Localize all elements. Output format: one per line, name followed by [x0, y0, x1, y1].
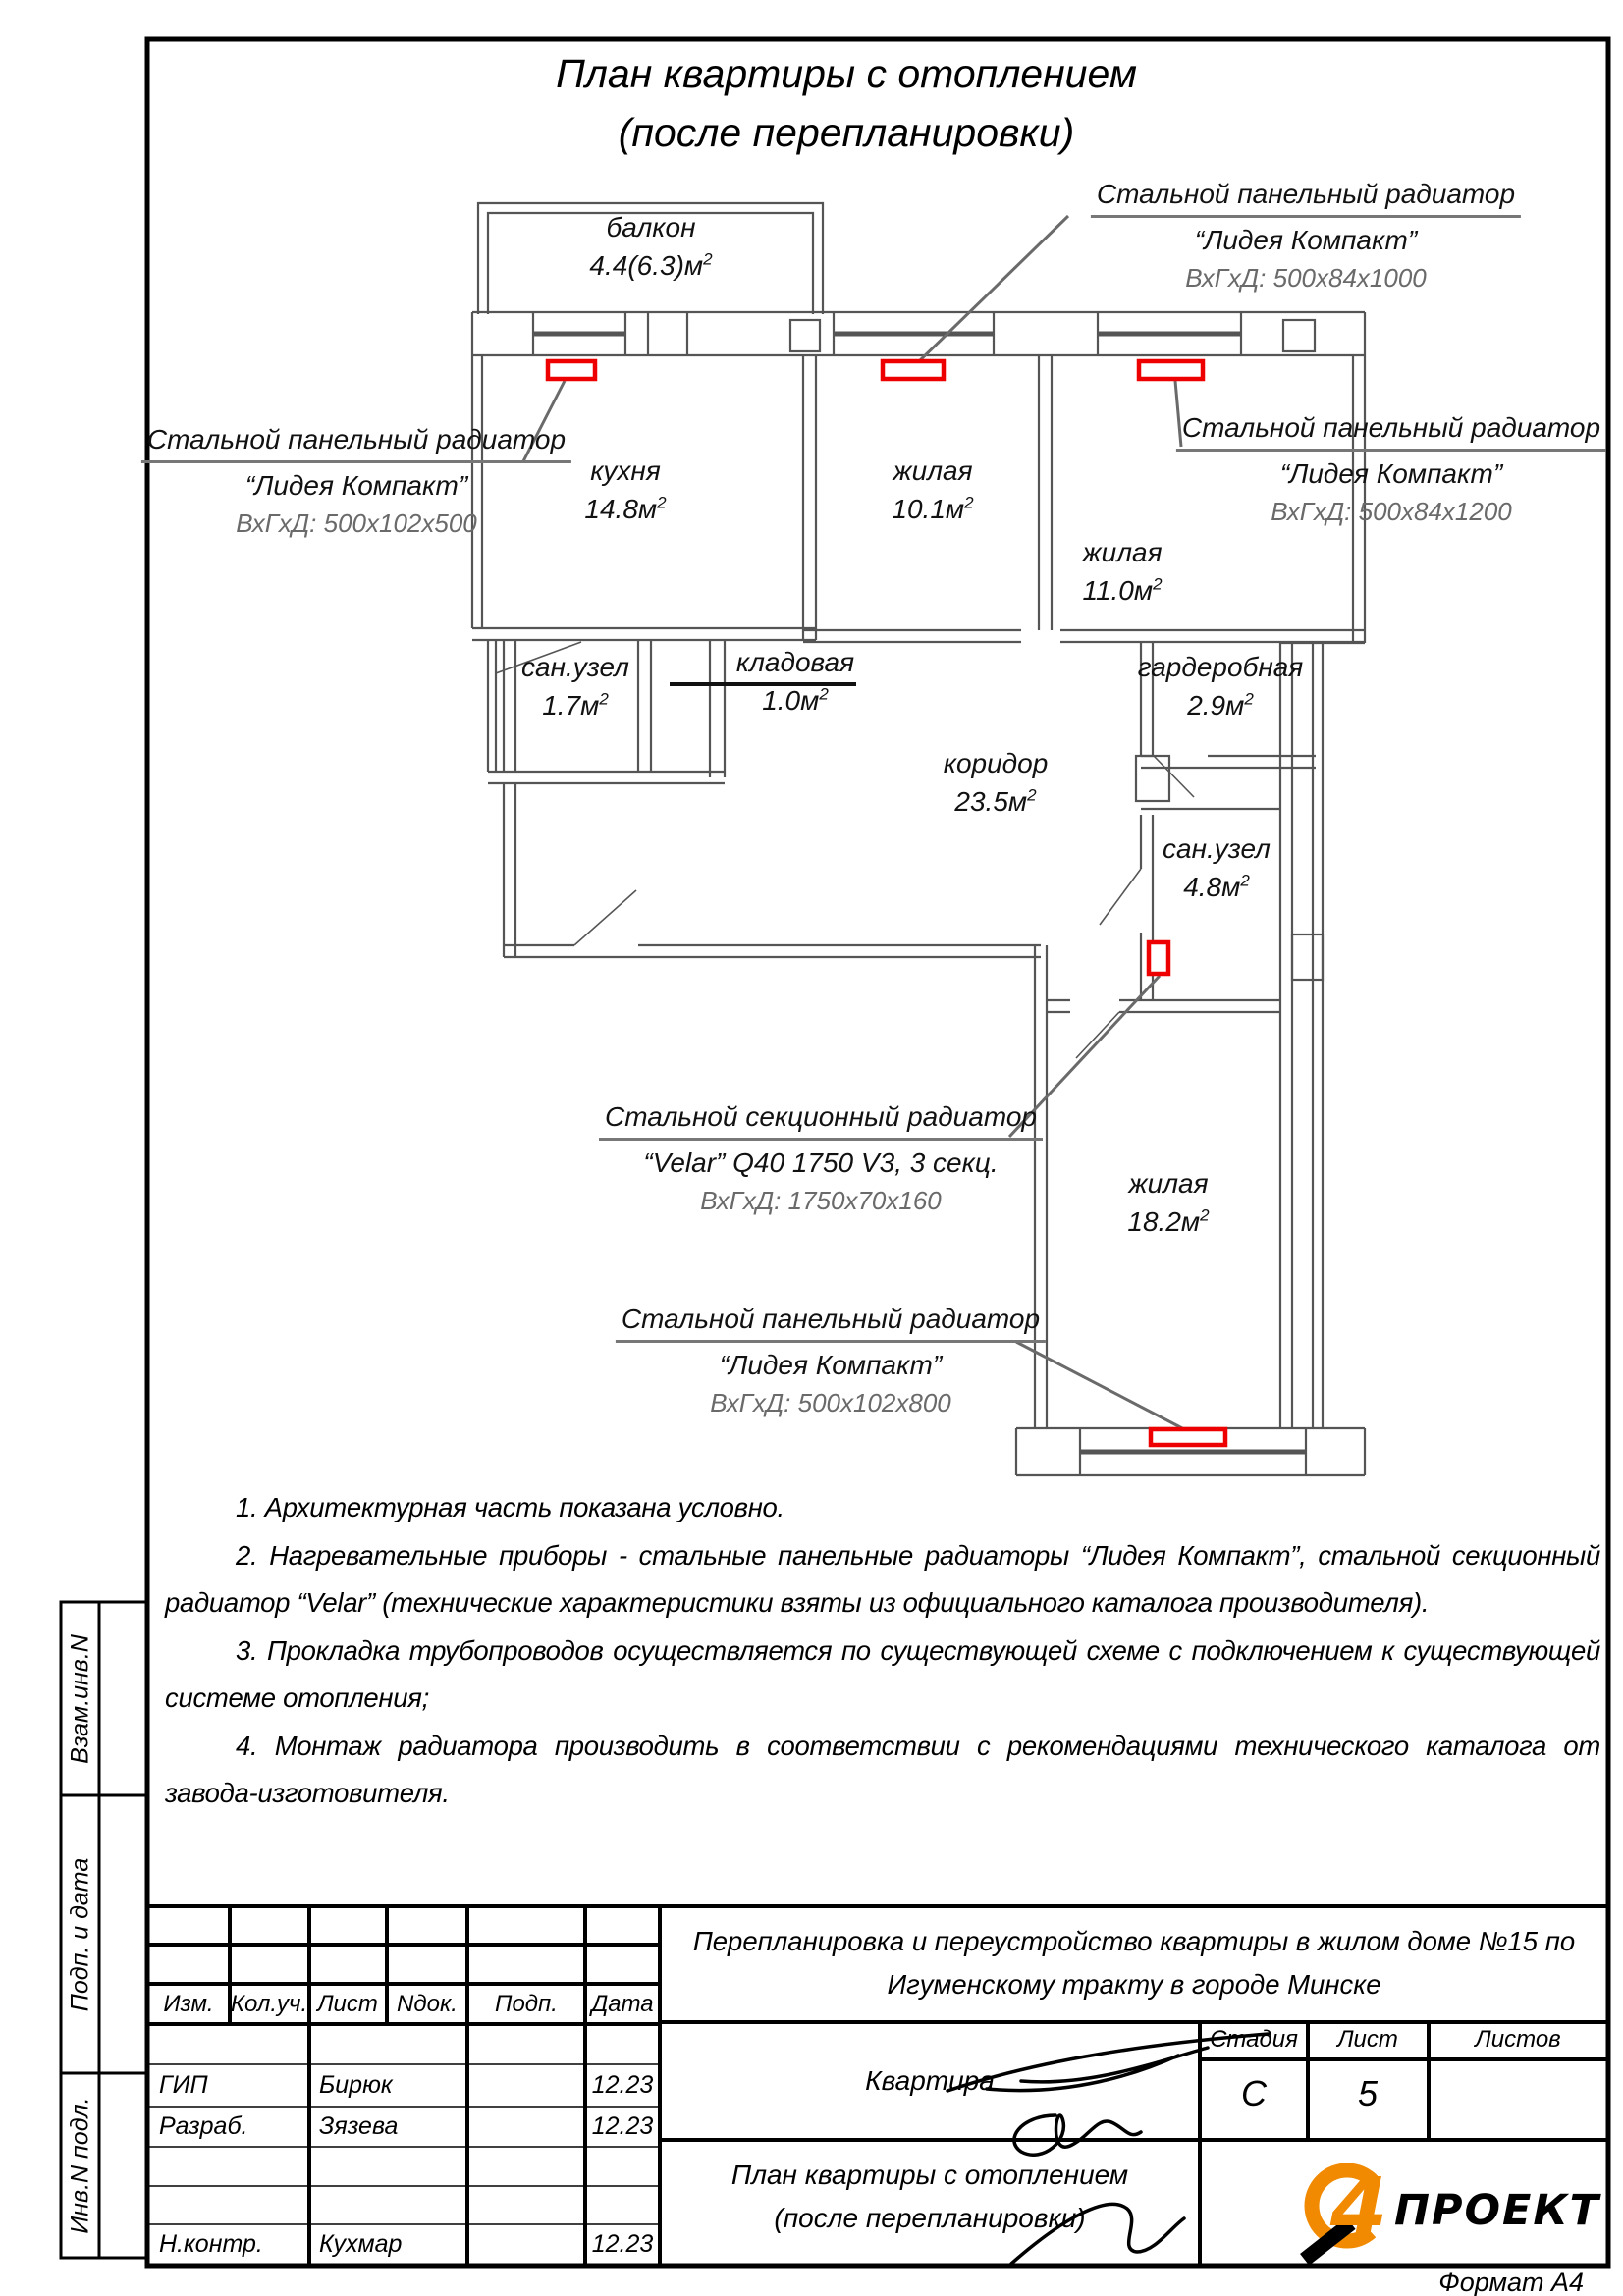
callout-radiator-velar: Стальной секционный радиатор “Velar” Q40 1750 V3, 3 секц. ВхГхД: 1750х70х160	[599, 1101, 1043, 1216]
role-nkontr-name: Кухмар	[319, 2230, 403, 2258]
radiator-room-10-1	[883, 361, 944, 379]
role-nkontr-date: 12.23	[591, 2230, 654, 2258]
rev-header-list: Лист	[317, 1991, 378, 2017]
rev-header-koluch: Кол.уч.	[230, 1991, 308, 2017]
logo-a4proekt	[1300, 2160, 1602, 2266]
room-label-garderobnaya: гардеробная $2.9м^2$	[1137, 652, 1304, 721]
callout-radiator-left: Стальной панельный радиатор “Лидея Компакт” ВхГхД: 500х102х500	[141, 424, 571, 539]
rev-header-ndok: Nдок.	[397, 1991, 458, 2017]
sheet-title-line1: План квартиры с отоплением	[556, 51, 1137, 96]
sheet-value: 5	[1357, 2073, 1379, 2113]
margin-label-vzam-inv: Взам.инв.N	[66, 1634, 94, 1764]
room-label-sanuzel-48: сан.узел $4.8м^2$	[1163, 833, 1271, 903]
room-label-zhilaya-11: жилая $11.0м^2$	[1082, 537, 1163, 607]
room-label-kuhnya: кухня $14.8м^2$	[584, 455, 667, 525]
role-gip: ГИП	[159, 2071, 208, 2099]
role-razrab-name: Зязева	[319, 2112, 399, 2140]
note-3: 3. Прокладка трубопроводов осуществляется по существующей схеме с подключением к существующей системе отопления;	[165, 1634, 1600, 1713]
radiator-kitchen	[548, 361, 595, 379]
radiator-room-11-0	[1139, 361, 1203, 379]
sheet-title-line2: (после перепланировки)	[618, 110, 1075, 155]
room-label-koridor: коридор $23.5м^2$	[943, 748, 1049, 818]
rev-header-izm: Изм.	[163, 1991, 214, 2017]
room-label-sanuzel-17: сан.узел $1.7м^2$	[521, 652, 629, 721]
room-label-balkon: балкон $4.4(6.3)м^2$	[589, 212, 713, 282]
project-description: Перепланировка и переустройство квартиры в жилом доме №15 по Игуменскому тракту в городе Минске	[692, 1926, 1576, 2000]
room-label-kladovaya: кладовая $1.0м^2$	[735, 647, 855, 717]
doc-title-line2: (после перепланировки)	[774, 2203, 1086, 2233]
sheet-label: Лист	[1337, 2026, 1398, 2053]
room-label-zhilaya-18: жилая $18.2м^2$	[1127, 1168, 1210, 1238]
sheets-label: Листов	[1475, 2026, 1561, 2053]
role-nkontr: Н.контр.	[159, 2230, 263, 2258]
signature-razrab	[1014, 2115, 1141, 2155]
object-name: Квартира	[865, 2065, 995, 2096]
doc-title-line1: План квартиры с отоплением	[730, 2160, 1129, 2190]
logo-digit: 4	[1329, 2160, 1388, 2256]
stage-label: Стадия	[1210, 2026, 1298, 2053]
callout-leader-lines	[523, 216, 1184, 1429]
callout-radiator-top: Стальной панельный радиатор “Лидея Компакт” ВхГхД: 500х84х1000	[1091, 179, 1521, 294]
note-1: 1. Архитектурная часть показана условно.	[236, 1492, 784, 1522]
margin-label-inv-podl: Инв.N подл.	[66, 2097, 94, 2234]
stage-value: С	[1241, 2073, 1267, 2113]
general-notes	[165, 1484, 1600, 1818]
margin-label-podp-data: Подп. и дата	[66, 1857, 94, 2012]
role-razrab-date: 12.23	[591, 2112, 654, 2140]
radiator-san-uzel	[1149, 942, 1168, 974]
logo-text: ПРОЕКТ	[1394, 2186, 1600, 2235]
leader-line	[915, 216, 1068, 365]
note-4: 4. Монтаж радиатора производить в соответствии с рекомендациями технического каталога от завода-изготовителя.	[165, 1730, 1600, 1808]
format-label: Формат А4	[1438, 2268, 1584, 2296]
room-label-zhilaya-10: жилая $10.1м^2$	[892, 455, 974, 525]
rev-header-podp: Подп.	[495, 1991, 558, 2017]
callout-radiator-right: Стальной панельный радиатор “Лидея Компакт” ВхГхД: 500х84х1200	[1176, 412, 1606, 527]
role-razrab: Разраб.	[159, 2112, 248, 2140]
radiator-room-18-2	[1151, 1429, 1225, 1445]
callout-radiator-bottom: Стальной панельный радиатор “Лидея Компакт” ВхГхД: 500х102х800	[616, 1304, 1046, 1418]
role-gip-date: 12.23	[591, 2071, 654, 2099]
rev-header-data: Дата	[591, 1991, 654, 2017]
role-gip-name: Бирюк	[319, 2071, 393, 2099]
note-2: 2. Нагревательные приборы - стальные панельные радиаторы “Лидея Компакт”, стальной секционный радиатор “Velar” (технические характеристики взяты из официального каталога производителя).	[165, 1539, 1600, 1618]
